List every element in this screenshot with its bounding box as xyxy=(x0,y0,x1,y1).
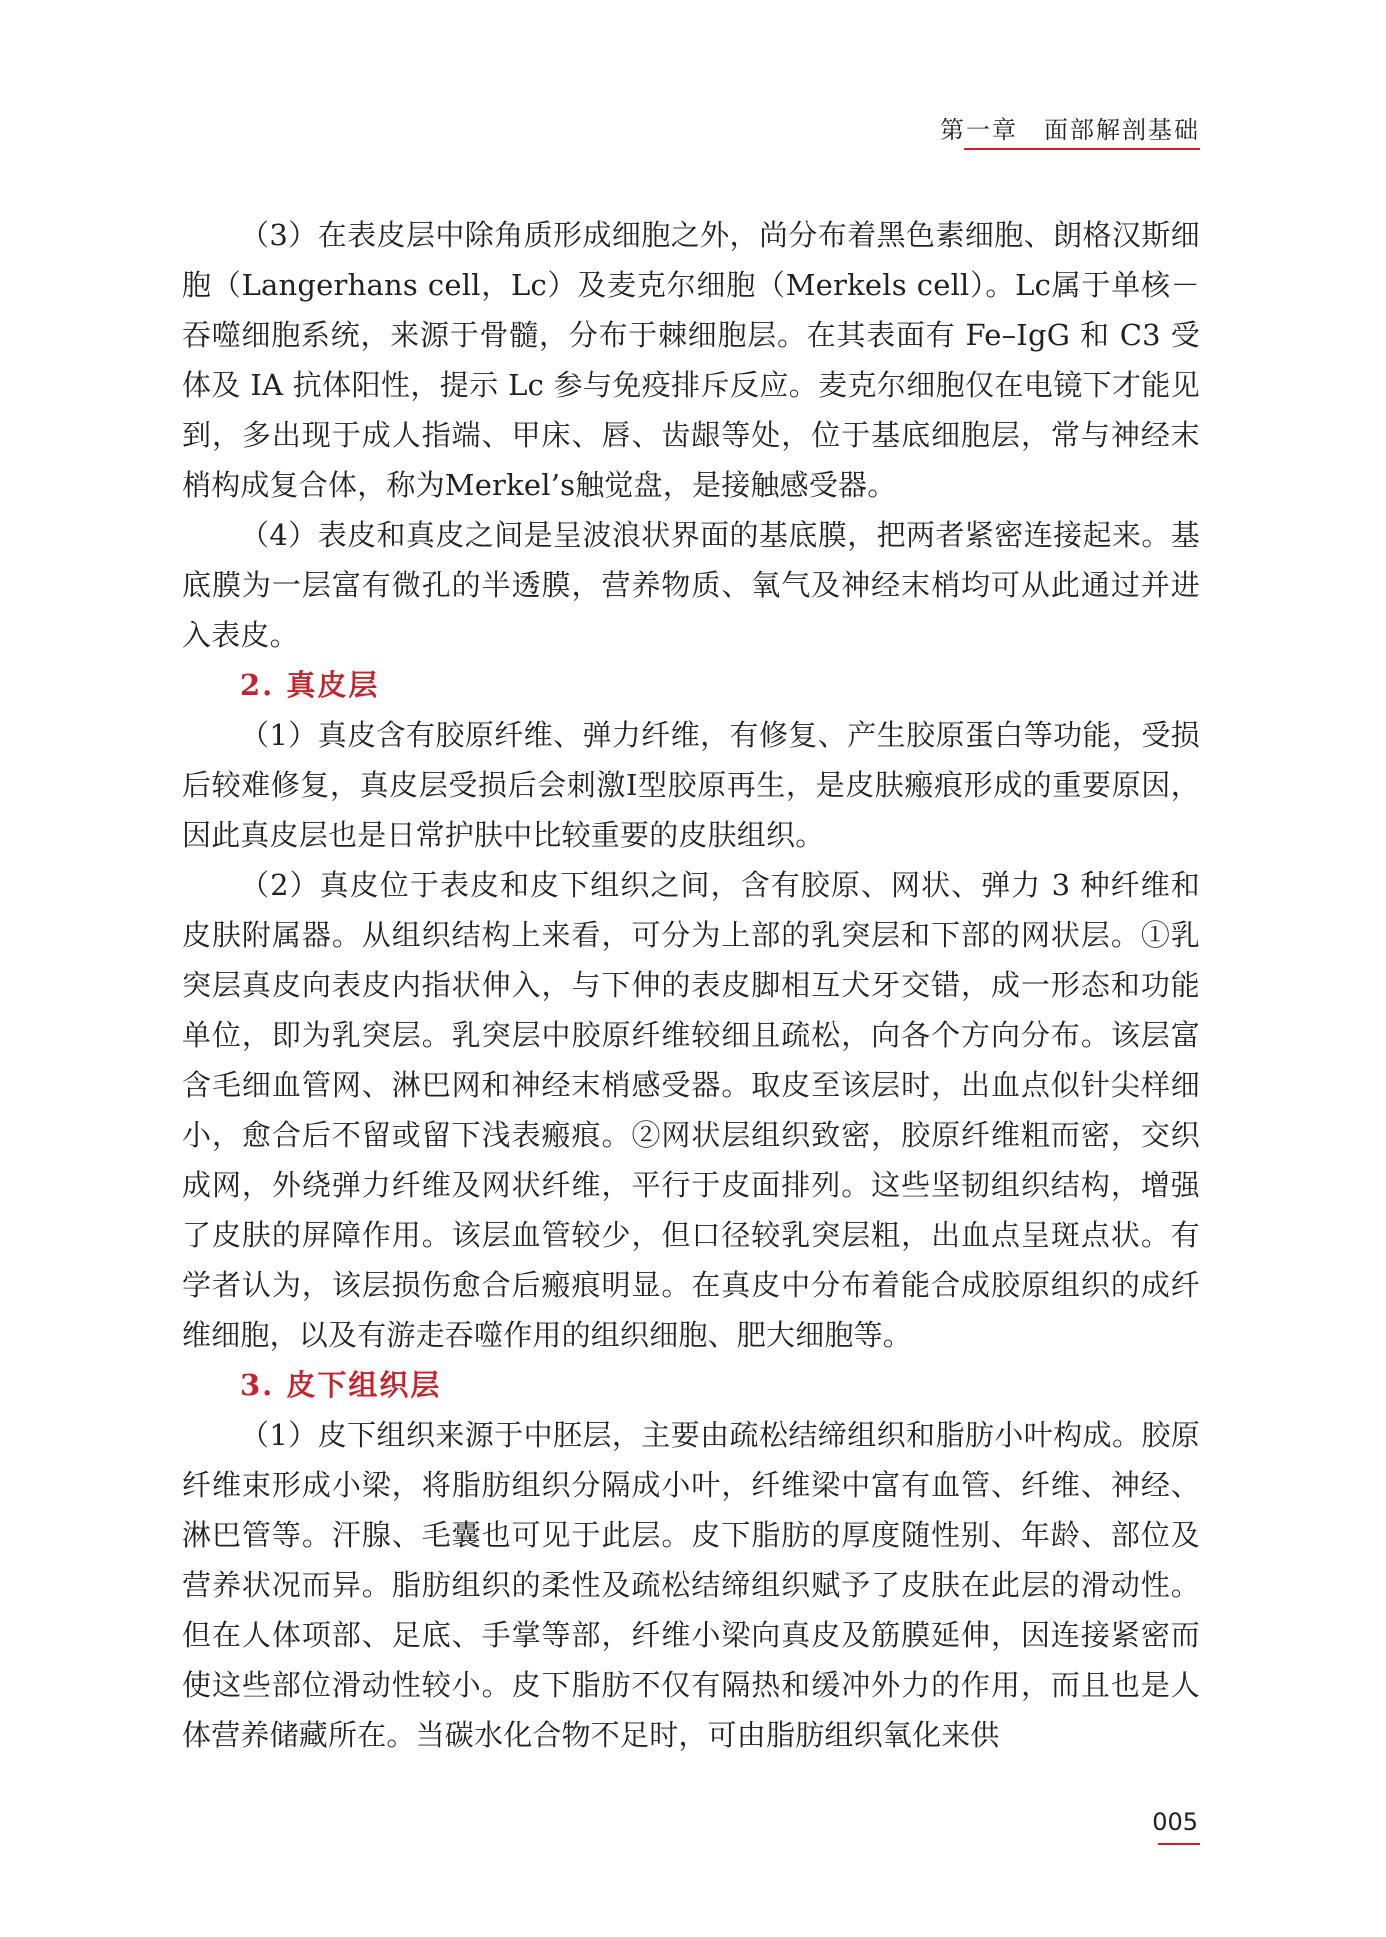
paragraph-epidermis-3: （3）在表皮层中除角质形成细胞之外，尚分布着黑色素细胞、朗格汉斯细胞（Langerhans cell，Lc）及麦克尔细胞（Merkels cell）。Lc属于单核－吞噬细胞系统，来源于骨髓，分布于棘细胞层。在其表面有 Fe–IgG 和 C3 受体及 IA 抗体阳性，提示 Lc 参与免疫排斥反应。麦克尔细胞仅在电镜下才能见到，多出现于成人指端、甲床、唇、齿龈等处，位于基底细胞层，常与神经末梢构成复合体，称为Merkel’s触觉盘，是接触感受器。 xyxy=(182,218,1200,502)
section-epidermis-continued xyxy=(182,210,1200,660)
page-body xyxy=(182,210,1200,1760)
chapter-title: 面部解剖基础 xyxy=(1044,116,1200,144)
paragraph-dermis-2: （2）真皮位于表皮和皮下组织之间，含有胶原、网状、弹力 3 种纤维和皮肤附属器。从组织结构上来看，可分为上部的乳突层和下部的网状层。①乳突层真皮向表皮内指状伸入，与下伸的表皮脚相互犬牙交错，成一形态和功能单位，即为乳突层。乳突层中胶原纤维较细且疏松，向各个方向分布。该层富含毛细血管网、淋巴网和神经末梢感受器。取皮至该层时，出血点似针尖样细小，愈合后不留或留下浅表瘢痕。②网状层组织致密，胶原纤维粗而密，交织成网，外绕弹力纤维及网状纤维，平行于皮面排列。这些坚韧组织结构，增强了皮肤的屏障作用。该层血管较少，但口径较乳突层粗，出血点呈斑点状。有学者认为，该层损伤愈合后瘢痕明显。在真皮中分布着能合成胶原组织的成纤维细胞，以及有游走吞噬作用的组织细胞、肥大细胞等。 xyxy=(182,868,1200,1352)
header-rule xyxy=(964,148,1200,150)
section-heading-dermis: 2. 真皮层 xyxy=(240,668,380,702)
section-subcutaneous xyxy=(182,1360,1200,1760)
chapter-number: 第一章 xyxy=(940,116,1018,144)
paragraph-epidermis-4: （4）表皮和真皮之间是呈波浪状界面的基底膜，把两者紧密连接起来。基底膜为一层富有微孔的半透膜，营养物质、氧气及神经末梢均可从此通过并进入表皮。 xyxy=(182,518,1200,652)
page-number-rule xyxy=(1158,1843,1200,1845)
paragraph-dermis-1: （1）真皮含有胶原纤维、弹力纤维，有修复、产生胶原蛋白等功能，受损后较难修复，真皮层受损后会刺激Ⅰ型胶原再生，是皮肤瘢痕形成的重要原因，因此真皮层也是日常护肤中比较重要的皮肤组织。 xyxy=(182,718,1200,852)
section-dermis xyxy=(182,660,1200,1360)
page-number: 005 xyxy=(1152,1808,1198,1836)
running-header xyxy=(940,110,1200,145)
paragraph-subcutaneous-1: （1）皮下组织来源于中胚层，主要由疏松结缔组织和脂肪小叶构成。胶原纤维束形成小梁，将脂肪组织分隔成小叶，纤维梁中富有血管、纤维、神经、淋巴管等。汗腺、毛囊也可见于此层。皮下脂肪的厚度随性别、年龄、部位及营养状况而异。脂肪组织的柔性及疏松结缔组织赋予了皮肤在此层的滑动性。但在人体项部、足底、手掌等部，纤维小梁向真皮及筋膜延伸，因连接紧密而使这些部位滑动性较小。皮下脂肪不仅有隔热和缓冲外力的作用，而且也是人体营养储藏所在。当碳水化合物不足时，可由脂肪组织氧化来供 xyxy=(182,1418,1200,1752)
section-heading-subcutaneous: 3. 皮下组织层 xyxy=(240,1368,442,1402)
